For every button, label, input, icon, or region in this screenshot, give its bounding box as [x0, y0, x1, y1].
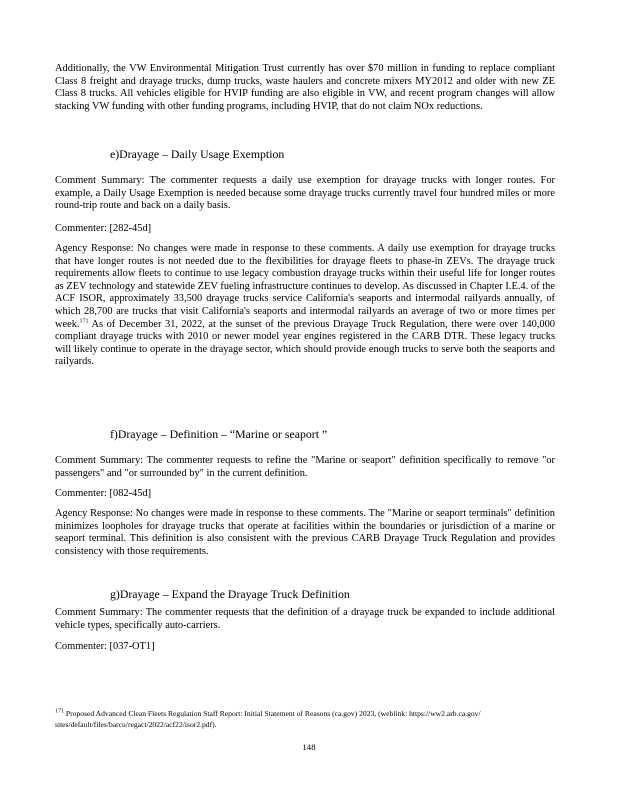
section-f-heading: f)Drayage – Definition – “Marine or seaport ”	[110, 427, 328, 441]
footnote	[55, 709, 560, 730]
section-f-commenter: Commenter: [082-45d]	[55, 488, 152, 499]
footnote-number: 171	[55, 708, 64, 715]
section-g-comment-summary: Comment Summary: The commenter requests that the definition of a drayage truck be expanded to include additional vehicle types, specifically auto-carriers.	[55, 607, 555, 631]
section-e-commenter: Commenter: [282-45d]	[55, 223, 152, 234]
footnote-text: Proposed Advanced Clean Fleets Regulation Staff Report: Initial Statement of Reasons (ca.gov) 2023, (weblink: https://ww2.arb.ca.gov/ sites/default/files/barcu/regact/2022/acf22/isor2.pdf).	[55, 709, 481, 729]
footnote-reference: 171	[79, 318, 89, 325]
section-f-agency-response: Agency Response: No changes were made in response to these comments. The "Marine or seaport terminals" definition minimizes loopholes for drayage trucks that operate at facilities within the boundaries or jurisdiction of a marine or seaport terminal. This definition is also consistent with the previous CARB Drayage Truck Regulation and provides consistency with those requirements.	[55, 508, 555, 557]
section-e-comment-summary: Comment Summary: The commenter requests a daily use exemption for drayage trucks with longer routes. For example, a Daily Usage Exemption is needed because some drayage trucks currently travel four hundred miles or more round-trip route and back on a daily basis.	[55, 175, 555, 212]
section-g-commenter: Commenter: [037-OT1]	[55, 641, 155, 652]
vw-trust-paragraph: Additionally, the VW Environmental Mitigation Trust currently has over $70 million in funding to replace compliant Class 8 freight and drayage trucks, dump trucks, waste haulers and concrete mixers MY2012 and older with new ZE Class 8 trucks. All vehicles eligible for HVIP funding are also eligible in VW, and recent program changes will allow stacking VW funding with other funding programs, including HVIP, that do not claim NOx reductions.	[55, 63, 555, 112]
section-g-heading: g)Drayage – Expand the Drayage Truck Definition	[110, 587, 350, 601]
section-e-heading: e)Drayage – Daily Usage Exemption	[110, 147, 285, 161]
section-f-comment-summary: Comment Summary: The commenter requests to refine the "Marine or seaport" definition specifically to remove "or passengers" and "or surrounded by" in the current definition.	[55, 455, 555, 479]
section-e-response-part2: As of December 31, 2022, at the sunset of the previous Drayage Truck Regulation, there were over 140,000 compliant drayage trucks with 2010 or newer model year engines registered in the CARB DTR. These legacy trucks will likely continue to operate in the drayage sector, which should provide enough trucks to serve both the seaports and railyards.	[55, 318, 555, 368]
section-e-agency-response	[55, 243, 555, 369]
page-number: 148	[302, 742, 316, 752]
section-e-response-part1: Agency Response: No changes were made in response to these comments. A daily use exemption for drayage trucks that have longer routes is not needed due to the flexibilities for drayage fleets to phase-in ZEVs. The drayage truck requirements allow fleets to continue to use legacy combustion drayage trucks within their useful life for longer routes as ZEV technology and statewide ZEV fueling infrastructure continues to develop. As discussed in Chapter I.E.4. of the ACF ISOR, approximately 33,500 drayage trucks service California's seaports and intermodal railyards annually, of which 28,700 are trucks that visit California's seaports and intermodal railyards an average of two or more times per week.	[55, 243, 555, 330]
